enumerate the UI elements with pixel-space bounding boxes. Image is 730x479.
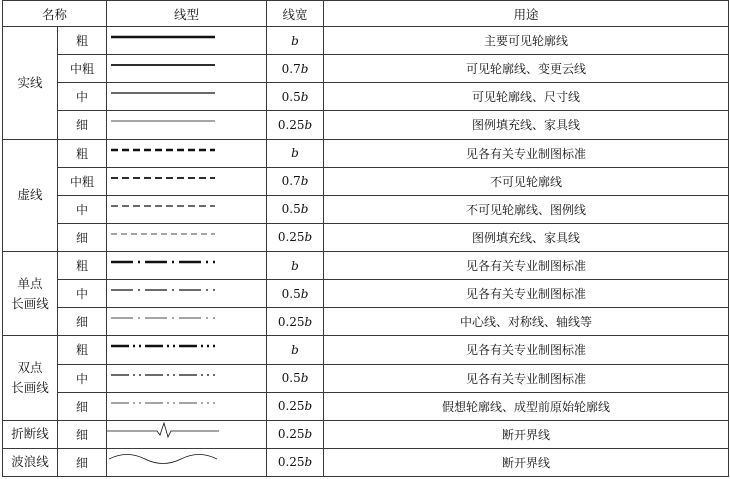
line-width-cell bbox=[267, 167, 324, 195]
table-row bbox=[3, 420, 729, 448]
line-width-cell bbox=[267, 195, 324, 223]
line-width-variable: b bbox=[291, 258, 299, 273]
table-row bbox=[3, 27, 729, 55]
line-sample-cell bbox=[107, 392, 267, 420]
table-row bbox=[3, 195, 729, 223]
line-width-variable: b bbox=[300, 89, 309, 104]
line-width-variable: b bbox=[291, 146, 299, 161]
weight-class: 细 bbox=[58, 448, 107, 476]
weight-class: 细 bbox=[58, 420, 107, 448]
line-width-cell bbox=[267, 392, 324, 420]
line-sample-svg bbox=[107, 55, 219, 75]
line-width-variable: b bbox=[304, 455, 313, 470]
line-width-cell bbox=[267, 111, 324, 139]
line-sample-cell bbox=[107, 252, 267, 280]
line-width-number: 0.5 bbox=[281, 202, 301, 217]
category-cell bbox=[3, 336, 58, 420]
line-width-number: 0.7 bbox=[281, 61, 301, 76]
category-name: 波浪线 bbox=[11, 454, 49, 470]
line-sample-svg bbox=[107, 308, 219, 328]
line-width-cell bbox=[267, 448, 324, 476]
usage-cell: 见各有关专业制图标准 bbox=[324, 252, 729, 280]
line-sample-svg bbox=[107, 449, 219, 469]
usage-cell: 断开界线 bbox=[324, 420, 729, 448]
line-width-cell bbox=[267, 55, 324, 83]
line-sample-cell bbox=[107, 336, 267, 364]
table-row bbox=[3, 392, 729, 420]
category-cell bbox=[3, 27, 58, 140]
usage-cell: 可见轮廓线、变更云线 bbox=[324, 55, 729, 83]
line-width-cell bbox=[267, 139, 324, 167]
line-sample-svg bbox=[107, 140, 219, 160]
category-cell bbox=[3, 420, 58, 448]
table-row bbox=[3, 83, 729, 111]
usage-cell: 假想轮廓线、成型前原始轮廓线 bbox=[324, 392, 729, 420]
line-width-number: 0.25 bbox=[277, 314, 305, 329]
weight-class: 粗 bbox=[58, 27, 107, 55]
line-width-number: 0.7 bbox=[281, 174, 301, 189]
line-sample-break bbox=[107, 423, 219, 437]
usage-cell: 不可见轮廓线、图例线 bbox=[324, 195, 729, 223]
weight-class: 粗 bbox=[58, 139, 107, 167]
line-sample-svg bbox=[107, 252, 219, 272]
line-sample-cell bbox=[107, 195, 267, 223]
line-width-number: 0.5 bbox=[281, 371, 301, 386]
table-row bbox=[3, 280, 729, 308]
line-width-number: 0.25 bbox=[277, 427, 305, 442]
line-width-cell bbox=[267, 336, 324, 364]
line-width-number: 0.25 bbox=[277, 455, 305, 470]
category-name: 单点 bbox=[17, 275, 43, 291]
line-width-variable: b bbox=[291, 342, 299, 357]
line-width-variable: b bbox=[304, 230, 313, 245]
weight-class: 细 bbox=[58, 308, 107, 336]
table-row bbox=[3, 111, 729, 139]
category-name: 虚线 bbox=[17, 187, 43, 203]
usage-cell: 见各有关专业制图标准 bbox=[324, 139, 729, 167]
line-sample-cell bbox=[107, 167, 267, 195]
weight-class: 中 bbox=[58, 280, 107, 308]
line-sample-cell bbox=[107, 364, 267, 392]
line-sample-svg bbox=[107, 280, 219, 300]
usage-cell: 中心线、对称线、轴线等 bbox=[324, 308, 729, 336]
line-sample-svg bbox=[107, 421, 219, 441]
line-width-number: 0.5 bbox=[281, 89, 301, 104]
header-usage: 用途 bbox=[324, 1, 729, 27]
table-row bbox=[3, 167, 729, 195]
line-sample-svg bbox=[107, 111, 219, 131]
weight-class: 细 bbox=[58, 111, 107, 139]
line-width-variable: b bbox=[300, 174, 309, 189]
line-sample-svg bbox=[107, 196, 219, 216]
category-name: 折断线 bbox=[11, 426, 49, 442]
usage-cell: 见各有关专业制图标准 bbox=[324, 280, 729, 308]
line-sample-svg bbox=[107, 224, 219, 244]
header-row bbox=[3, 1, 729, 27]
line-width-cell bbox=[267, 420, 324, 448]
line-sample-cell bbox=[107, 111, 267, 139]
line-width-cell bbox=[267, 280, 324, 308]
line-sample-cell bbox=[107, 420, 267, 448]
category-cell bbox=[3, 448, 58, 476]
line-sample-cell bbox=[107, 27, 267, 55]
line-width-number: 0.25 bbox=[277, 117, 305, 132]
line-sample-cell bbox=[107, 308, 267, 336]
line-width-cell bbox=[267, 308, 324, 336]
header-linetype: 线型 bbox=[107, 1, 267, 27]
line-sample-svg bbox=[107, 168, 219, 188]
usage-cell: 图例填充线、家具线 bbox=[324, 223, 729, 251]
line-sample-wave bbox=[109, 454, 217, 463]
line-width-variable: b bbox=[304, 314, 313, 329]
category-cell bbox=[3, 139, 58, 252]
usage-cell: 见各有关专业制图标准 bbox=[324, 364, 729, 392]
category-name: 长画线 bbox=[11, 380, 49, 396]
weight-class: 细 bbox=[58, 223, 107, 251]
line-sample-svg bbox=[107, 336, 219, 356]
line-width-variable: b bbox=[304, 399, 313, 414]
table-row bbox=[3, 336, 729, 364]
weight-class: 中 bbox=[58, 195, 107, 223]
table-row bbox=[3, 308, 729, 336]
category-name: 实线 bbox=[17, 74, 43, 90]
line-type-table-sheet bbox=[2, 0, 728, 477]
line-sample-svg bbox=[107, 27, 219, 47]
line-width-variable: b bbox=[300, 61, 309, 76]
line-width-cell bbox=[267, 364, 324, 392]
line-width-cell bbox=[267, 83, 324, 111]
usage-cell: 可见轮廓线、尺寸线 bbox=[324, 83, 729, 111]
table-row bbox=[3, 139, 729, 167]
line-width-number: 0.5 bbox=[281, 286, 301, 301]
line-sample-cell bbox=[107, 448, 267, 476]
weight-class: 中 bbox=[58, 83, 107, 111]
usage-cell: 不可见轮廓线 bbox=[324, 167, 729, 195]
line-sample-svg bbox=[107, 365, 219, 385]
line-sample-cell bbox=[107, 55, 267, 83]
category-name: 双点 bbox=[17, 360, 43, 376]
line-width-cell bbox=[267, 27, 324, 55]
weight-class: 中粗 bbox=[58, 167, 107, 195]
table-row bbox=[3, 252, 729, 280]
header-width: 线宽 bbox=[267, 1, 324, 27]
weight-class: 中 bbox=[58, 364, 107, 392]
category-cell bbox=[3, 252, 58, 336]
usage-cell: 断开界线 bbox=[324, 448, 729, 476]
line-width-variable: b bbox=[300, 202, 309, 217]
line-sample-cell bbox=[107, 280, 267, 308]
header-name: 名称 bbox=[3, 1, 107, 27]
table-row bbox=[3, 55, 729, 83]
usage-cell: 见各有关专业制图标准 bbox=[324, 336, 729, 364]
line-width-number: 0.25 bbox=[277, 399, 305, 414]
line-width-variable: b bbox=[300, 371, 309, 386]
line-sample-cell bbox=[107, 223, 267, 251]
table-row bbox=[3, 448, 729, 476]
weight-class: 粗 bbox=[58, 336, 107, 364]
line-width-variable: b bbox=[300, 286, 309, 301]
line-sample-svg bbox=[107, 393, 219, 413]
line-sample-svg bbox=[107, 83, 219, 103]
table-row bbox=[3, 223, 729, 251]
line-width-variable: b bbox=[291, 33, 299, 48]
line-width-cell bbox=[267, 252, 324, 280]
weight-class: 粗 bbox=[58, 252, 107, 280]
weight-class: 中粗 bbox=[58, 55, 107, 83]
line-sample-cell bbox=[107, 83, 267, 111]
line-sample-cell bbox=[107, 139, 267, 167]
usage-cell: 图例填充线、家具线 bbox=[324, 111, 729, 139]
category-name: 长画线 bbox=[11, 295, 49, 311]
weight-class: 细 bbox=[58, 392, 107, 420]
line-type-table bbox=[2, 0, 729, 477]
line-width-cell bbox=[267, 223, 324, 251]
table-row bbox=[3, 364, 729, 392]
usage-cell: 主要可见轮廓线 bbox=[324, 27, 729, 55]
line-width-number: 0.25 bbox=[277, 230, 305, 245]
line-width-variable: b bbox=[304, 427, 313, 442]
table-body bbox=[3, 27, 729, 477]
line-width-variable: b bbox=[304, 117, 313, 132]
